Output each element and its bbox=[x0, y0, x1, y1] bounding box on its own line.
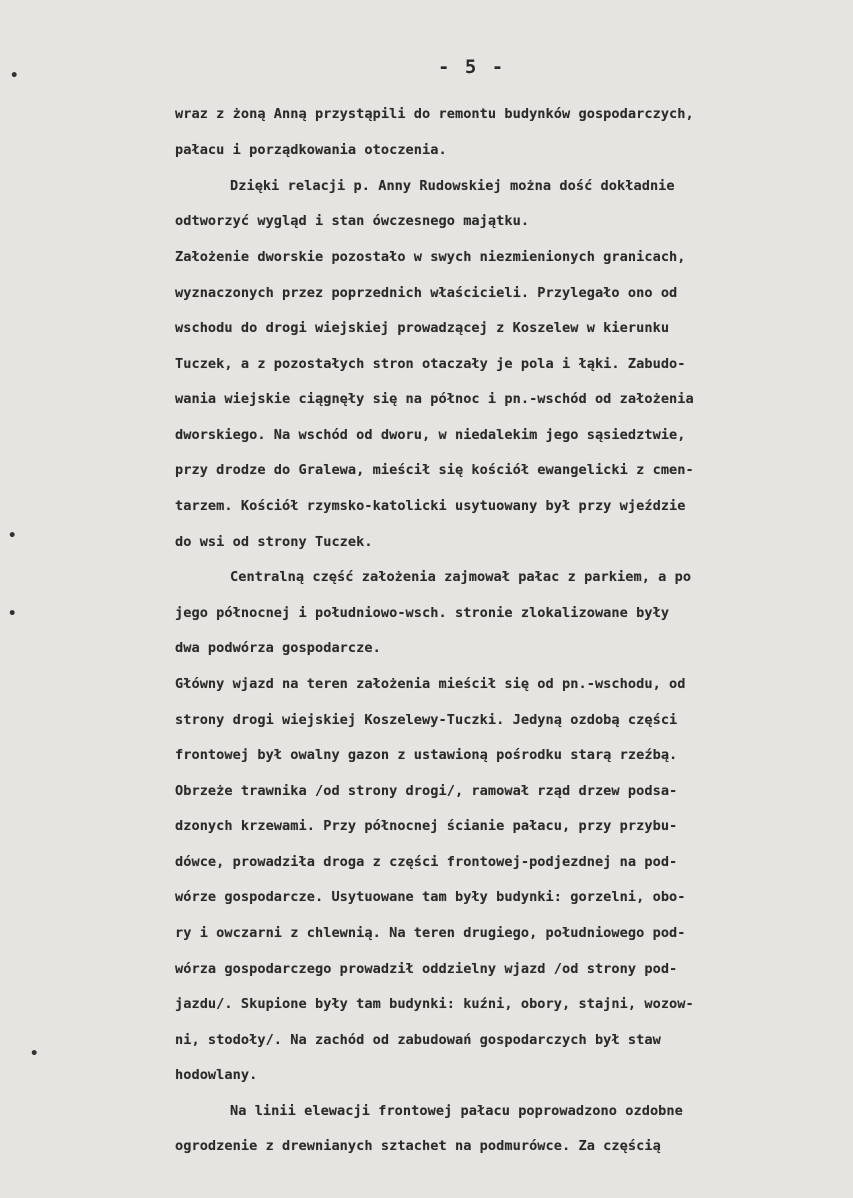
text-line: Obrzeże trawnika /od strony drogi/, ramował rząd drzew podsa- bbox=[175, 783, 678, 799]
text-line: jazdu/. Skupione były tam budynki: kuźni, obory, stajni, wozow- bbox=[175, 996, 694, 1012]
page-number: - 5 - bbox=[438, 56, 506, 78]
punch-mark: • bbox=[8, 528, 17, 544]
text-line: Centralną część założenia zajmował pałac z parkiem, a po bbox=[230, 569, 692, 585]
text-line: wórza gospodarczego prowadził oddzielny wjazd /od strony pod- bbox=[175, 961, 678, 977]
text-line: ogrodzenie z drewnianych sztachet na podmurówce. Za częścią bbox=[175, 1138, 661, 1154]
text-line: wania wiejskie ciągnęły się na północ i pn.-wschód od założenia bbox=[175, 391, 694, 407]
text-line: ry i owczarni z chlewnią. Na teren drugiego, południowego pod- bbox=[175, 925, 686, 941]
text-line: przy drodze do Gralewa, mieścił się kościół ewangelicki z cmen- bbox=[175, 462, 694, 478]
text-line: frontowej był owalny gazon z ustawioną pośrodku starą rzeźbą. bbox=[175, 747, 678, 763]
text-line: do wsi od strony Tuczek. bbox=[175, 534, 373, 550]
punch-mark: • bbox=[10, 68, 19, 84]
text-line: ni, stodoły/. Na zachód od zabudowań gospodarczych był staw bbox=[175, 1032, 661, 1048]
text-line: dówce, prowadziła droga z części frontowej-podjezdnej na pod- bbox=[175, 854, 678, 870]
text-line: dwa podwórza gospodarcze. bbox=[175, 640, 381, 656]
text-line: hodowlany. bbox=[175, 1067, 258, 1083]
text-line: wyznaczonych przez poprzednich właścicieli. Przylegało ono od bbox=[175, 285, 678, 301]
text-line: dworskiego. Na wschód od dworu, w niedalekim jego sąsiedztwie, bbox=[175, 427, 686, 443]
text-line: Tuczek, a z pozostałych stron otaczały je pola i łąki. Zabudo- bbox=[175, 356, 686, 372]
text-line: Dzięki relacji p. Anny Rudowskiej można dość dokładnie bbox=[230, 178, 675, 194]
text-line: Główny wjazd na teren założenia mieścił się od pn.-wschodu, od bbox=[175, 676, 686, 692]
text-line: dzonych krzewami. Przy północnej ścianie pałacu, przy przybu- bbox=[175, 818, 678, 834]
punch-mark: • bbox=[8, 606, 17, 622]
text-line: Na linii elewacji frontowej pałacu poprowadzono ozdobne bbox=[230, 1103, 683, 1119]
text-line: tarzem. Kościół rzymsko-katolicki usytuowany był przy wjeździe bbox=[175, 498, 686, 514]
text-line: pałacu i porządkowania otoczenia. bbox=[175, 142, 447, 158]
text-line: Założenie dworskie pozostało w swych niezmienionych granicach, bbox=[175, 249, 686, 265]
text-line: wórze gospodarcze. Usytuowane tam były budynki: gorzelni, obo- bbox=[175, 889, 686, 905]
punch-mark: • bbox=[30, 1046, 39, 1062]
text-line: jego północnej i południowo-wsch. stronie zlokalizowane były bbox=[175, 605, 670, 621]
text-line: odtworzyć wygląd i stan ówczesnego majątku. bbox=[175, 213, 530, 229]
text-line: wraz z żoną Anną przystąpili do remontu budynków gospodarczych, bbox=[175, 106, 694, 122]
text-line: wschodu do drogi wiejskiej prowadzącej z Koszelew w kierunku bbox=[175, 320, 670, 336]
text-line: strony drogi wiejskiej Koszelewy-Tuczki. Jedyną ozdobą części bbox=[175, 712, 678, 728]
